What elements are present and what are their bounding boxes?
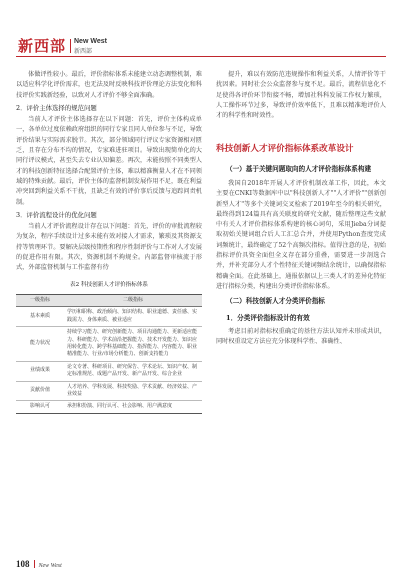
page-header	[0, 0, 402, 58]
header-rule	[16, 56, 386, 57]
paragraph: 当前人才评价主体选择存在以下问题：首先，评价主体构成单一，各单位过度依赖政府组织的同行专家且同人单位参与不足，导致评价结果与实际需求脱节。其次，部分领域同行评议专家资源相对匮乏，且存在分布不均的情况，专家难进驻项目。导致出现简单化的大同行评议模式，甚至失去专业认知偏差。再次，未能按照不同类型人才的科技创新特征选择合配置评价主体，难以精准衡量人才在不同领域的特殊贡献。最后，评价主体的监督机制发展作用不足，既在利益冲突回到利益关系不干扰，且缺乏有效的评价事后反馈与追踪问责机制。	[16, 116, 202, 206]
footer-divider	[34, 560, 35, 568]
table-cell-category: 基本素质	[16, 307, 64, 327]
table-cell-category: 影响认可	[16, 401, 64, 413]
header-divider	[70, 39, 71, 53]
journal-brand	[74, 38, 107, 56]
paragraph: 体做评性较小。最后，评价指标体系未能建立动态调整机制，难以适应科学化评价需求，也无法及时反映科技评价理论方法变化和科技评价实践新经验，以致对人才评价不够全面准确。	[16, 71, 202, 99]
table-cell-category: 贡献价值	[16, 381, 64, 401]
table-caption: 表2 科技创新人才评价指标体系	[69, 281, 149, 288]
left-column	[16, 70, 202, 414]
table-header-cell: 二级指标	[64, 294, 202, 306]
paragraph: 我国自2018年开展人才评价机制改革工作，因此，本文主要在CNKI等数据库中以"科技创新人才""人才评价""创新创新型人才"等多个关键词交叉检索了2019年至今的相关研究，最终得到124篇具有高关联度的研究文献，随后整理这些文献中有关人才评价指标体系构建的核心词句，采用Jieba分词提取初始关键词组合后人工汇总合并，并使用Python查度完成词频统计，最终确定了52个高频次指标。值得注意的是，初始指标评价具资全面但全义存在部分重叠，需要进一步剖选合并，并补充部分人才个性特征关键词频结余统计，以确保指标精确全面。在此基础上，通报依据以上三类人才的差异化特征进行指标分类，构建出分类评价指标体系。	[216, 179, 386, 290]
paragraph: 当前人才评价流程设计存在以下问题：首先，评价的审批流程较为复杂，程序手续设计过多未能有效对接人才需求，繁琐及其资源支持等管理环节。要解决层级按期性和程序性制评价与工作对人才发展的促进作用有限。其次，资源机制不夠规全。内部监督审核流于形式，外部监督机制与工作监督有待	[16, 223, 202, 272]
table-row	[16, 327, 202, 362]
table-row	[16, 401, 202, 413]
table-cell-category: 能力状况	[16, 327, 64, 362]
footer-journal-name: New West	[38, 563, 62, 569]
brand-chinese: 新西部	[74, 48, 93, 55]
table-cell-description: 人才培养、学科发展、科技奖励、学术贡献、经济效益、产业效益	[64, 381, 202, 401]
table-cell-description: 论文专著、科研项目、研究保告、学术论坛、知识产权、制定标准规范、成题产品开发、新产品开发、综合企业	[64, 361, 202, 381]
right-column	[216, 70, 386, 348]
subsubsection-heading: 1．分类评价指标设计的有效	[226, 313, 310, 322]
table-row	[16, 381, 202, 401]
section-heading: 3．评价流程设计的优化问题	[16, 210, 97, 219]
subsection-heading: （一）基于关键问题取向的人才评价指标体系构建	[226, 165, 372, 174]
table-row	[16, 307, 202, 327]
subsection-heading: （二）科技创新人才分类评价指标	[226, 297, 325, 306]
paragraph: 提升，难以有效防范违规操作和利益关系，人情评价等干扰因素。同时社会公众监督参与度不足。最后，流程信息化不足使得各评价环节衔接不畅，增加社科科发展工作权力繁琐，人工操作环节过多，导致评价效率低下，且难以精准地评价人才的科学性和时效性。	[216, 71, 386, 120]
table-header-row	[16, 294, 202, 306]
table-cell-description: 承担和扮演、同行认可、社会影响、用户满意度	[64, 401, 202, 413]
table-cell-description: 持续学习能力、研究创新能力、项目沟通能力、更新适应能力、科研能力、学术前沿把握能力、技术开发能力、知识应用转化能力、跨学科基础能力、指挥能力、内容能力、职业精准能力、行业/市场分析能力、创新支持能力	[64, 327, 202, 362]
page-number: 108	[16, 559, 30, 569]
section-heading: 2．评价主体选择的规范问题	[16, 103, 97, 112]
table-cell-category: 业绩成果	[16, 361, 64, 381]
table-cell-description: 学历和职称、政治倾向、知识结构、职业道德、责任感、实践需力、身体素质、被业适应	[64, 307, 202, 327]
table-header-cell: 一级指标	[16, 294, 64, 306]
table-row	[16, 361, 202, 381]
page-footer	[16, 552, 62, 569]
paragraph: 考虑目前对指标权重确定的基往方法认知并未形成共识，同时权重设定方法应充分体现科学性、准确性、	[216, 328, 386, 346]
indicator-table	[16, 294, 202, 414]
journal-logo: 新西部	[18, 37, 67, 55]
main-section-heading: 科技创新人才评价指标体系改革设计	[216, 144, 354, 155]
brand-english: New West	[74, 38, 107, 45]
